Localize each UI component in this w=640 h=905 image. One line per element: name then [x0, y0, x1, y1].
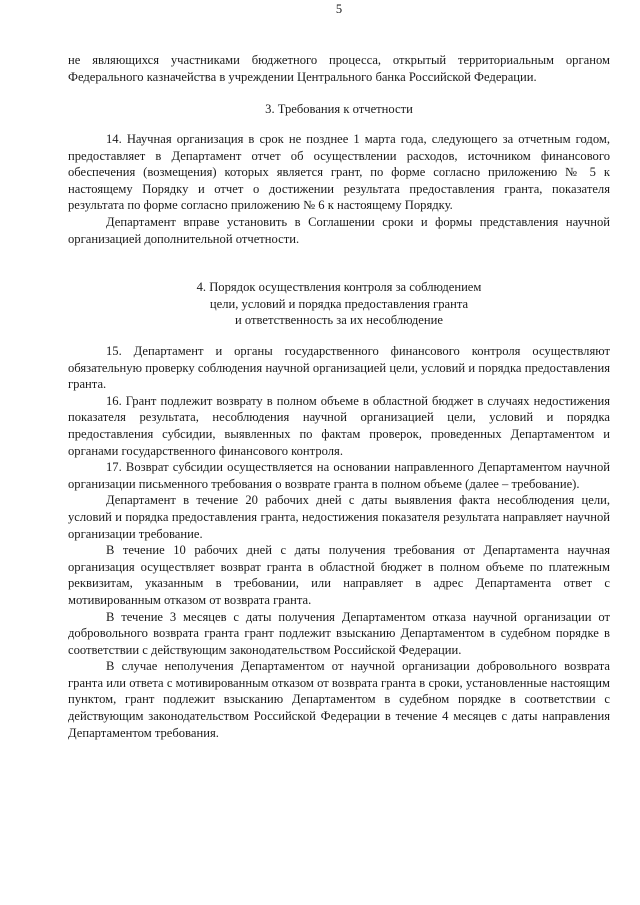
- section-3-body: [68, 131, 610, 247]
- section-4-heading-block: [68, 279, 610, 329]
- section-4-title-line-3: и ответственность за их несоблюдение: [235, 313, 443, 328]
- section-3-title: 3. Требования к отчетности: [265, 102, 413, 116]
- paragraph-14-addendum: Департамент вправе установить в Соглашении сроки и формы представления научной организацией дополнительной отчетности.: [68, 214, 610, 246]
- intro-paragraph: не являющихся участниками бюджетного процесса, открытый территориальным органом Федерального казначейства в учреждении Центрального банка Российской Федерации.: [68, 53, 610, 84]
- section-4-title-line-1: 4. Порядок осуществления контроля за соблюдением: [196, 280, 482, 294]
- section-4-body: [68, 343, 610, 741]
- page-number: 5: [335, 2, 343, 16]
- intro-block: [68, 52, 610, 85]
- section-3-heading-block: [68, 101, 610, 118]
- paragraph-17-recovery: В течение 3 месяцев с даты получения Департаментом отказа научной организации от добровольного возврата гранта грант подлежит взысканию Департаментом в судебном порядке в соответствии с действующим законодательством Российской Федерации.: [68, 609, 610, 657]
- paragraph-17-deadline: Департамент в течение 20 рабочих дней с даты выявления факта несоблюдения цели, условий и порядка предоставления гранта, недостижения показателя результата направляет научной организации требование.: [68, 493, 610, 541]
- paragraph-17-non-receipt: В случае неполучения Департаментом от научной организации добровольного возврата гранта или ответа с мотивированным отказом от возврата гранта в сроки, установленные настоящим пунктом, грант подлежит взысканию Департаментом в судебном порядке в соответствии с действующим законодательством Российской Федерации в течение 4 месяцев с даты направления Департаментом требования.: [68, 659, 610, 740]
- paragraph-17: 17. Возврат субсидии осуществляется на основании направленного Департаментом научной организации письменного требования о возврате гранта в полном объеме (далее – требование).: [68, 460, 610, 491]
- section-4-title: [68, 279, 610, 329]
- paragraph-14: 14. Научная организация в срок не позднее 1 марта года, следующего за отчетным годом, предоставляет в Департамент отчет об осуществлении расходов, источником финансового обеспечения (возмещения) которых является грант, по форме согласно приложению № 5 к настоящему Порядку и отчет о достижении результата предоставления гранта, показателя результата по форме согласно приложению № 6 к настоящему Порядку.: [68, 132, 610, 213]
- section-4-title-line-2: цели, условий и порядка предоставления гранта: [209, 296, 469, 311]
- paragraph-17-refund: В течение 10 рабочих дней с даты получения требования от Департамента научная организация осуществляет возврат гранта в областной бюджет в полном объеме по платежным реквизитам, указанным в требовании, или направляет в адрес Департамента ответ с мотивированным отказом от возврата гранта.: [68, 543, 610, 607]
- paragraph-15: 15. Департамент и органы государственного финансового контроля осуществляют обязательную проверку соблюдения научной организацией цели, условий и порядка предоставления гранта.: [68, 344, 610, 392]
- paragraph-16: 16. Грант подлежит возврату в полном объеме в областной бюджет в случаях недостижения показателя результата, несоблюдения научной организацией цели, условий и порядка предоставления субсидии, выявленных по фактам проверок, проведенных Департаментом и органами государственного финансового контроля.: [68, 393, 610, 458]
